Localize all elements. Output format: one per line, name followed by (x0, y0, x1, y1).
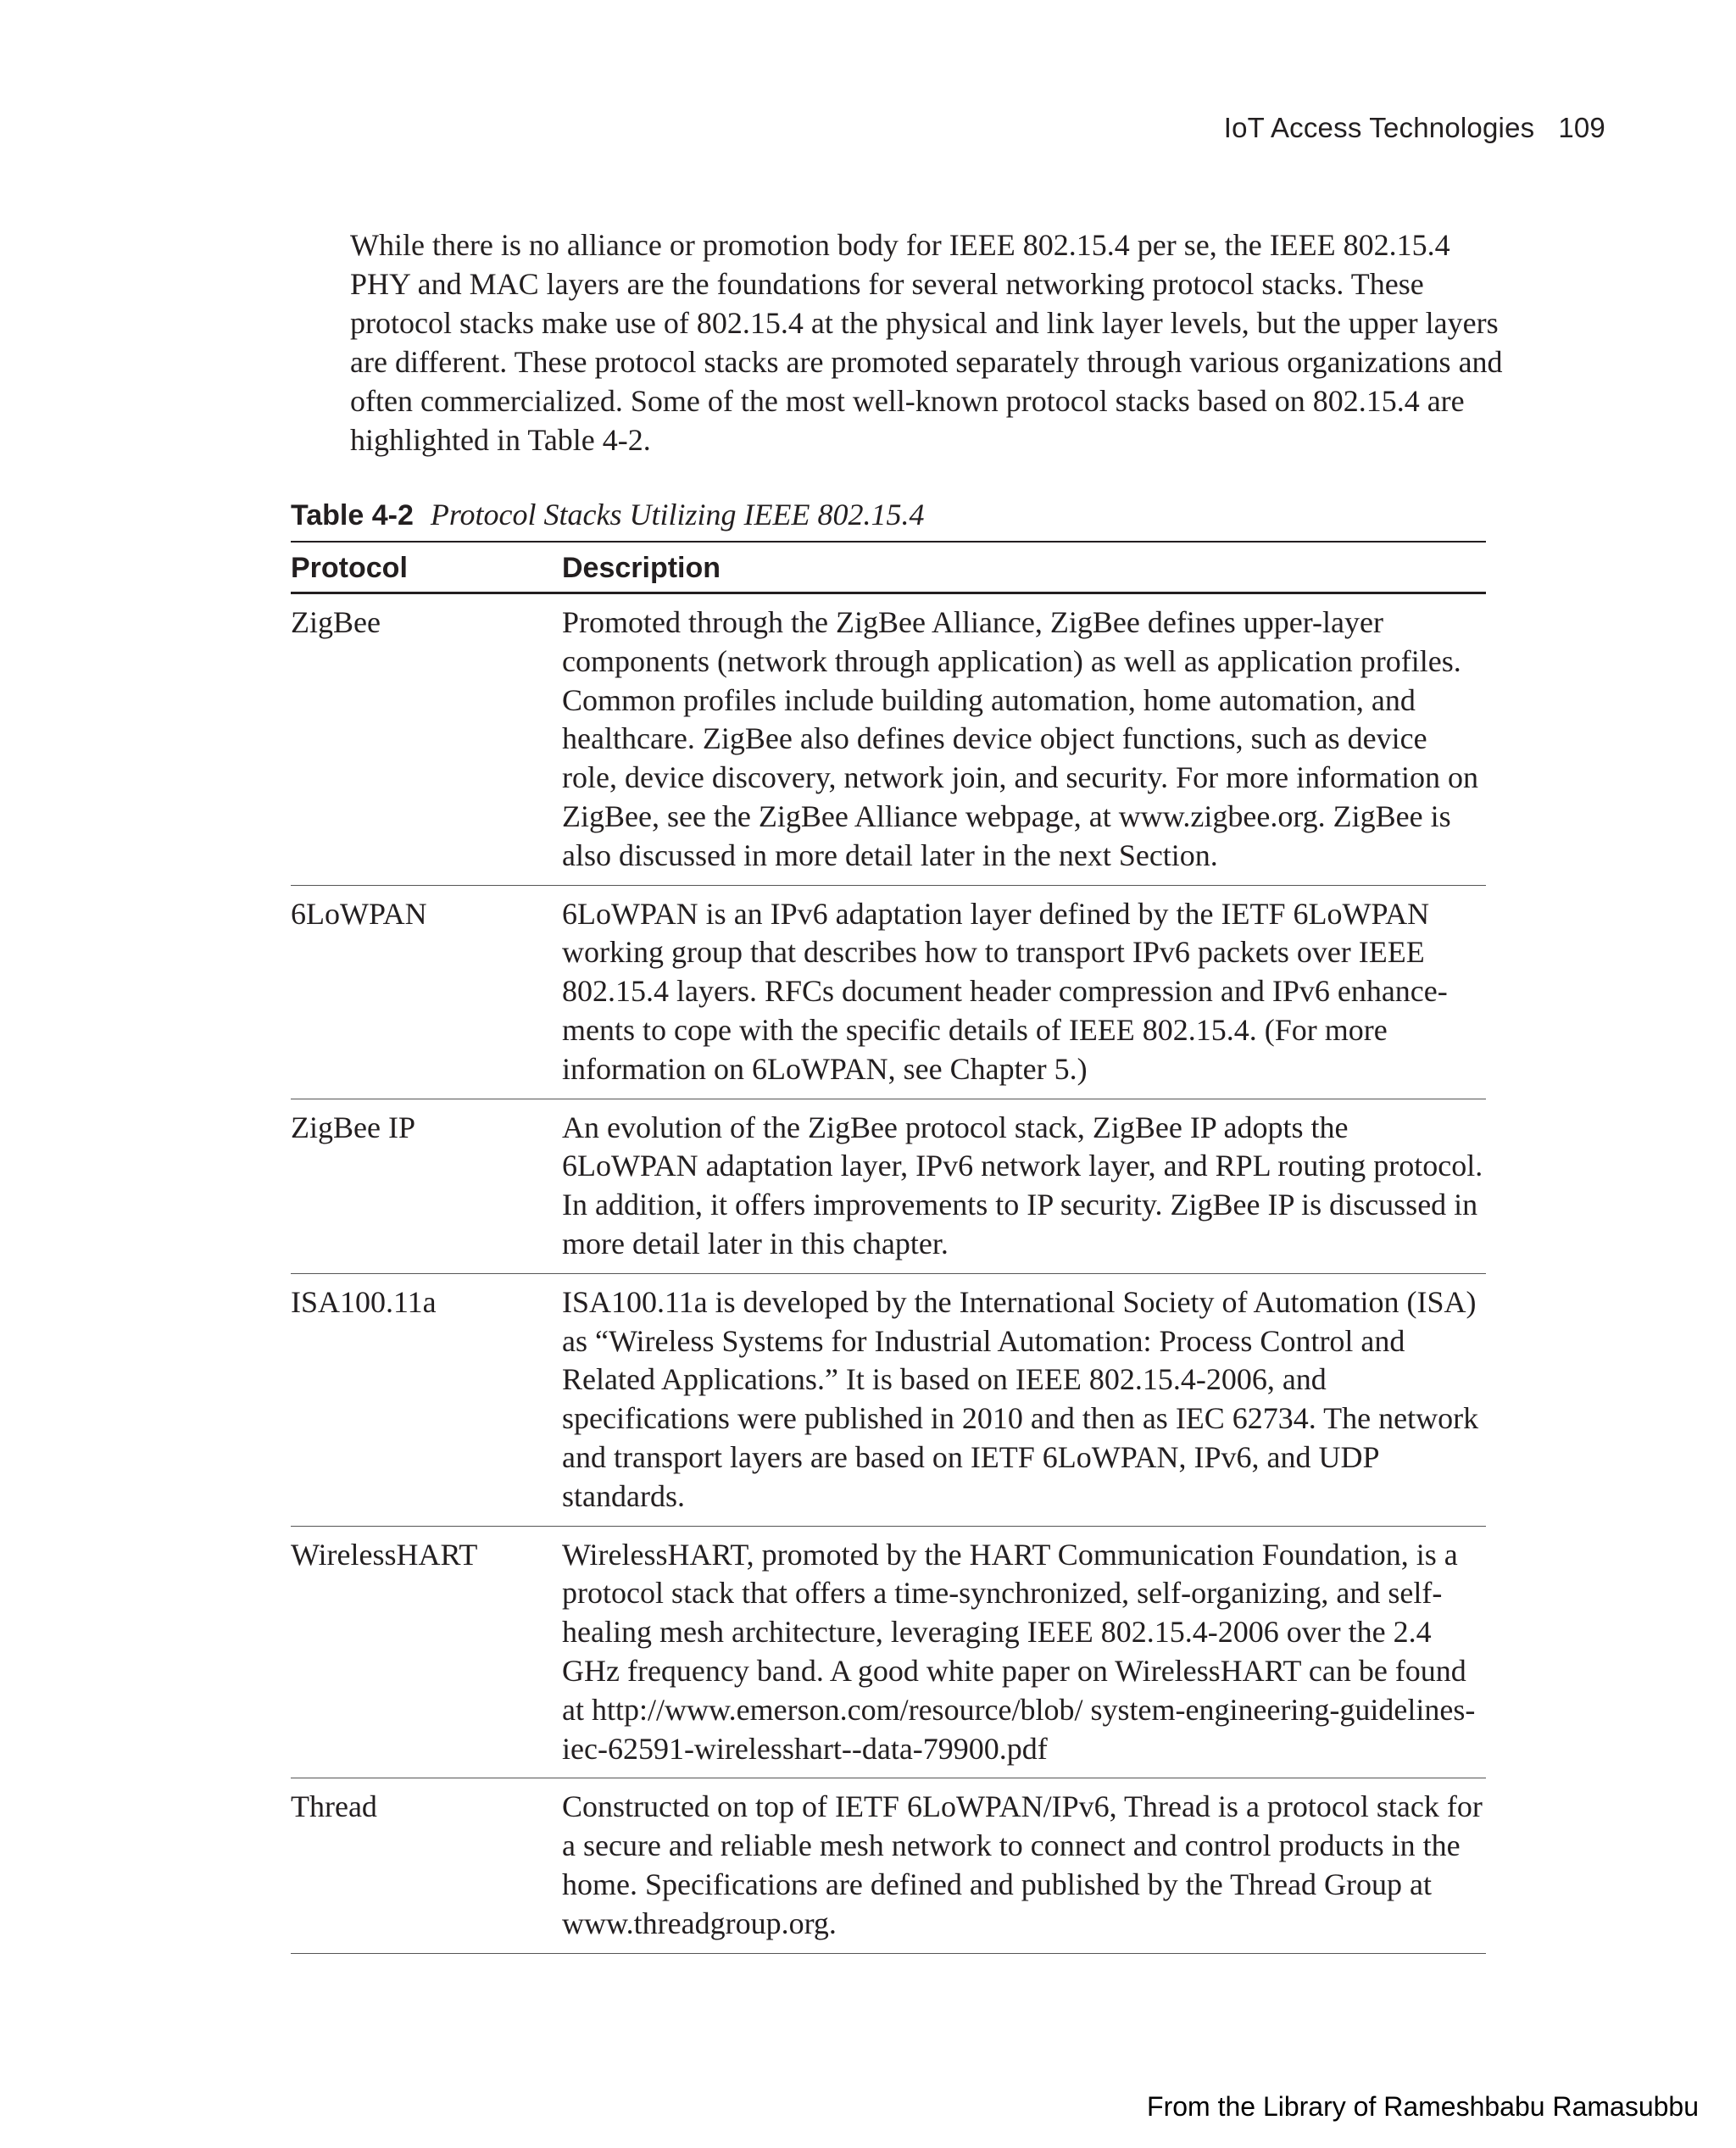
table-header-row (291, 542, 1486, 593)
library-footer: From the Library of Rameshbabu Ramasubbu (1147, 2091, 1699, 2122)
protocol-cell: ISA100.11a (291, 1273, 562, 1526)
description-cell: An evolution of the ZigBee protocol stack, ZigBee IP adopts the 6LoWPAN adaptation layer, IPv6 network layer, and RPL routing protocol. In addition, it offers improvements to IP security. ZigBee IP is discussed in more detail later in this chapter. (562, 1099, 1486, 1273)
description-cell: WirelessHART, promoted by the HART Communication Foundation, is a protocol stack that offers a time-synchronized, self-organizing, and self-healing mesh architecture, leveraging IEEE 802.15.4-2006 over the 2.4 GHz frequency band. A good white paper on WirelessHART can be found at http://www.emerson.com/resource/blob/ system-engineering-guidelines-iec-62591-wirelesshart--data-79900.pdf (562, 1526, 1486, 1778)
running-head (1224, 112, 1605, 144)
protocol-cell: ZigBee (291, 593, 562, 886)
description-cell: Promoted through the ZigBee Alliance, ZigBee defines upper-layer components (network through application) as well as application profiles. Common profiles include building automation, home automation, and healthcare. ZigBee also defines device object functions, such as device role, device discovery, network join, and security. For more information on ZigBee, see the ZigBee Alliance webpage, at www.zigbee.org. ZigBee is also discussed in more detail later in the next Section. (562, 593, 1486, 886)
table-row (291, 1526, 1486, 1778)
table-row (291, 1099, 1486, 1273)
protocol-cell: Thread (291, 1778, 562, 1953)
protocol-cell: ZigBee IP (291, 1099, 562, 1273)
page-number: 109 (1558, 112, 1605, 143)
header-description: Description (562, 542, 1486, 593)
table-row (291, 593, 1486, 886)
table-row (291, 1273, 1486, 1526)
table-title: Protocol Stacks Utilizing IEEE 802.15.4 (430, 498, 925, 531)
protocol-cell: 6LoWPAN (291, 885, 562, 1099)
table-row (291, 1778, 1486, 1953)
table-label: Table 4-2 (291, 499, 414, 531)
description-cell: ISA100.11a is developed by the International Society of Automation (ISA) as “Wireless Systems for Industrial Automation: Process Control and Related Applications.” It is based on IEEE 802.15.4-2006, and specifications were published in 2010 and then as IEC 62734. The network and transport layers are based on IETF 6LoWPAN, IPv6, and UDP standards. (562, 1273, 1486, 1526)
description-cell: Constructed on top of IETF 6LoWPAN/IPv6, Thread is a protocol stack for a secure and reliable mesh network to connect and control products in the home. Specifications are defined and published by the Thread Group at www.threadgroup.org. (562, 1778, 1486, 1953)
description-cell: 6LoWPAN is an IPv6 adaptation layer defined by the IETF 6LoWPAN working group that describes how to transport IPv6 packets over IEEE 802.15.4 layers. RFCs document header compression and IPv6 enhance-ments to cope with the specific details of IEEE 802.15.4. (For more information on 6LoWPAN, see Chapter 5.) (562, 885, 1486, 1099)
header-protocol: Protocol (291, 542, 562, 593)
table-row (291, 885, 1486, 1099)
intro-paragraph: While there is no alliance or promotion body for IEEE 802.15.4 per se, the IEEE 802.15.4 PHY and MAC layers are the foundations for several networking protocol stacks. These protocol stacks make use of 802.15.4 at the physical and link layer levels, but the upper layers are different. These protocol stacks are promoted separately through various organizations and often commercialized. Some of the most well-known protocol stacks based on 802.15.4 are highlighted in Table 4-2. (350, 228, 1503, 457)
table-caption (291, 497, 924, 532)
protocol-stacks-table (291, 541, 1486, 1954)
running-head-title: IoT Access Technologies (1223, 112, 1535, 143)
protocol-cell: WirelessHART (291, 1526, 562, 1778)
